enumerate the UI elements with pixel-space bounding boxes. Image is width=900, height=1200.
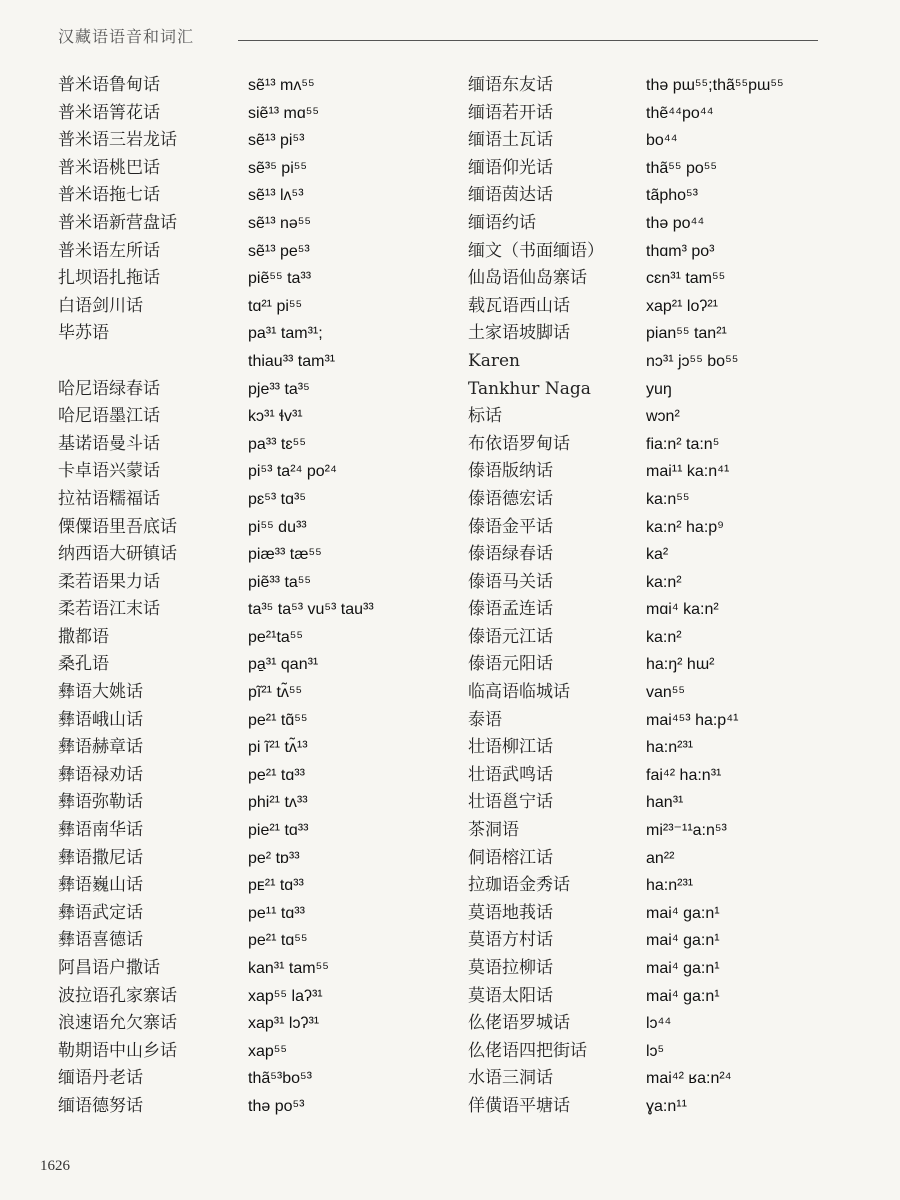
dialect-name: 彝语喜德话: [58, 930, 143, 951]
dialect-name: Karen: [468, 350, 520, 371]
entry-row: [58, 1010, 438, 1038]
dialect-name: 卡卓语兴蒙话: [58, 461, 160, 482]
dialect-name: 浪速语允欠寨话: [58, 1013, 177, 1034]
entry-row: [58, 955, 438, 983]
dialect-name: 普米语三岩龙话: [58, 130, 177, 151]
dialect-name: 柔若语果力话: [58, 571, 160, 592]
phonetic-reading: tɑ²¹ pi⁵⁵: [248, 297, 303, 315]
entry-row: [58, 845, 438, 873]
entry-row: [468, 1065, 848, 1093]
page-number: 1626: [40, 1158, 70, 1174]
entry-row: [468, 127, 848, 155]
phonetic-reading: bo⁴⁴: [646, 132, 678, 150]
entry-row: [58, 679, 438, 707]
dialect-name: 拉祜语糯福话: [58, 488, 160, 509]
phonetic-reading: xap³¹ lɔʔ³¹: [248, 1015, 320, 1033]
phonetic-reading: thiau³³ tam³¹: [248, 352, 336, 370]
dialect-name: 莫语方村话: [468, 930, 553, 951]
entry-row: [58, 927, 438, 955]
dialect-name: 壮语武鸣话: [468, 764, 553, 785]
dialect-name: 撒都语: [58, 626, 109, 647]
dialect-name: 侗语榕江话: [468, 847, 553, 868]
entry-row: [468, 486, 848, 514]
phonetic-reading: ha:n²³¹: [646, 739, 694, 757]
phonetic-reading: pe² tɒ³³: [248, 849, 300, 867]
dialect-name: 缅语若开话: [468, 102, 553, 123]
entry-row: [58, 486, 438, 514]
entry-row: [58, 293, 438, 321]
phonetic-reading: sẽ¹³ pe⁵³: [248, 242, 310, 260]
entry-row: [468, 541, 848, 569]
phonetic-reading: ɣa:n¹¹: [646, 1097, 687, 1115]
entry-row: [468, 403, 848, 431]
entry-row: [58, 210, 438, 238]
phonetic-reading: lɔ⁴⁴: [646, 1015, 672, 1033]
entry-row: [468, 955, 848, 983]
dialect-name: 桑孔语: [58, 654, 109, 675]
entry-row: [58, 707, 438, 735]
entry-row: [58, 789, 438, 817]
dialect-name: 彝语赫章话: [58, 737, 143, 758]
phonetic-reading: ka:n² ha:p⁹: [646, 518, 725, 536]
dialect-name: 壮语邕宁话: [468, 792, 553, 813]
phonetic-reading: pe²¹ tɑ³³: [248, 766, 305, 784]
phonetic-reading: pi⁵³ ta²⁴ po²⁴: [248, 463, 337, 481]
dialect-name: 土家语坡脚话: [468, 323, 570, 344]
entry-row: [58, 265, 438, 293]
dialect-name: 纳西语大研镇话: [58, 544, 177, 565]
dialect-name: 拉珈语金秀话: [468, 875, 570, 896]
phonetic-reading: piẽ⁵⁵ ta³³: [248, 270, 312, 288]
phonetic-reading: van⁵⁵: [646, 684, 686, 702]
dialect-name: 莫语拉柳话: [468, 958, 553, 978]
dialect-name: 彝语武定话: [58, 902, 143, 923]
entry-row: [58, 320, 438, 348]
phonetic-reading: thẽ⁴⁴po⁴⁴: [646, 104, 714, 122]
entry-row: [468, 348, 848, 376]
entry-row: [468, 320, 848, 348]
dialect-name: 缅语仰光话: [468, 157, 553, 178]
phonetic-reading: mai⁴ ga:n¹: [646, 904, 720, 922]
entry-row: [468, 100, 848, 128]
dialect-name: 普米语桃巴话: [58, 157, 160, 178]
entry-row: [58, 872, 438, 900]
dialect-name: 彝语峨山话: [58, 709, 143, 730]
dialect-name: 缅语德努话: [58, 1095, 143, 1116]
entry-row: [58, 431, 438, 459]
dialect-name: 载瓦语西山话: [468, 295, 570, 316]
phonetic-reading: pe²¹ta⁵⁵: [248, 628, 304, 646]
dialect-name: Tankhur Naga: [468, 378, 591, 399]
dialect-name: 白语剑川话: [58, 295, 143, 316]
entry-row: [468, 210, 848, 238]
dialect-name: 仫佬语罗城话: [468, 1013, 570, 1034]
phonetic-reading: kɔ³¹ ɬv³¹: [248, 408, 303, 426]
entry-row: [468, 845, 848, 873]
phonetic-reading: pie²¹ tɑ³³: [248, 822, 309, 840]
dialect-name: 扎坝语扎拖话: [58, 268, 160, 289]
phonetic-reading: cɛn³¹ tam⁵⁵: [646, 270, 726, 288]
entry-row: [468, 707, 848, 735]
phonetic-reading: xap⁵⁵: [248, 1042, 288, 1060]
phonetic-reading: thɑm³ po³: [646, 242, 715, 260]
entry-row: [58, 514, 438, 542]
dialect-name: 彝语南华话: [58, 820, 143, 841]
phonetic-reading: phi²¹ tʌ³³: [248, 794, 308, 812]
entry-row: [58, 569, 438, 597]
dialect-name: 标话: [468, 406, 502, 427]
phonetic-reading: mai¹¹ ka:n⁴¹: [646, 463, 730, 481]
phonetic-reading: ka²: [646, 546, 669, 564]
entry-row: [58, 1038, 438, 1066]
dialect-name: 毕苏语: [58, 323, 109, 344]
phonetic-reading: pe¹¹ tɑ³³: [248, 904, 305, 922]
phonetic-reading: tãpho⁵³: [646, 187, 698, 205]
entry-row: [58, 238, 438, 266]
dialect-name: 泰语: [468, 709, 502, 730]
phonetic-reading: nɔ³¹ jɔ⁵⁵ bo⁵⁵: [646, 352, 739, 370]
entry-row: [468, 155, 848, 183]
phonetic-reading: ta³⁵ ta⁵³ vu⁵³ tau³³: [248, 601, 374, 619]
dialect-name: 缅语茵达话: [468, 185, 553, 206]
entry-row: [58, 1093, 438, 1121]
dialect-name: 佯僙语平塘话: [468, 1095, 570, 1116]
dialect-name: 仫佬语四把街话: [468, 1040, 587, 1061]
phonetic-reading: sẽ¹³ mʌ⁵⁵: [248, 77, 315, 94]
dialect-name: 傣语元阳话: [468, 654, 553, 675]
entry-row: [468, 293, 848, 321]
entry-row: [58, 624, 438, 652]
dialect-name: 彝语大姚话: [58, 682, 143, 703]
entry-row: [58, 734, 438, 762]
phonetic-reading: xap⁵⁵ laʔ³¹: [248, 987, 323, 1005]
phonetic-reading: pi⁵⁵ du³³: [248, 518, 307, 536]
phonetic-reading: sẽ³⁵ pi⁵⁵: [248, 159, 308, 177]
phonetic-reading: thə po⁴⁴: [646, 214, 705, 232]
dialect-name: 柔若语江末话: [58, 599, 160, 620]
entry-row: [468, 72, 848, 100]
phonetic-reading: pɛ⁵³ tɑ³⁵: [248, 490, 306, 508]
dialect-name: 普米语左所话: [58, 240, 160, 261]
dialect-name: 彝语弥勒话: [58, 792, 143, 813]
entry-row: [468, 376, 848, 404]
dialect-name: 基诺语曼斗话: [58, 433, 160, 454]
phonetic-reading: ka:n²: [646, 628, 682, 646]
entry-row: [58, 348, 438, 376]
phonetic-reading: ha:n²³¹: [646, 877, 694, 895]
entry-row: [468, 900, 848, 928]
dialect-name: 傣语金平话: [468, 516, 553, 537]
phonetic-reading: fai⁴² ha:n³¹: [646, 766, 722, 784]
entry-row: [58, 182, 438, 210]
phonetic-reading: fia:n² ta:n⁵: [646, 435, 720, 453]
phonetic-reading: mai⁴ ga:n¹: [646, 932, 720, 950]
phonetic-reading: mɑi⁴ ka:n²: [646, 601, 719, 619]
entry-row: [468, 265, 848, 293]
right-column: [468, 72, 848, 1121]
entry-row: [58, 403, 438, 431]
entry-row: [468, 651, 848, 679]
phonetic-reading: mai⁴ ga:n¹: [646, 960, 720, 977]
dialect-name: 彝语撒尼话: [58, 847, 143, 868]
phonetic-reading: mi²³⁻¹¹a:n⁵³: [646, 822, 727, 840]
phonetic-reading: thã⁵⁵ po⁵⁵: [646, 159, 718, 177]
entry-row: [58, 127, 438, 155]
entry-row: [468, 734, 848, 762]
dialect-name: 阿昌语户撒话: [58, 958, 160, 978]
phonetic-reading: kan³¹ tam⁵⁵: [248, 960, 329, 977]
phonetic-reading: pᴇ²¹ tɑ³³: [248, 877, 304, 895]
dialect-name: 哈尼语绿春话: [58, 378, 160, 399]
entry-row: [58, 817, 438, 845]
entry-row: [58, 155, 438, 183]
phonetic-reading: sẽ¹³ lʌ⁵³: [248, 187, 304, 205]
dialect-name: 哈尼语墨江话: [58, 406, 160, 427]
entry-row: [58, 651, 438, 679]
entry-row: [468, 182, 848, 210]
header-rule: [238, 40, 818, 41]
dialect-name: 傈僳语里吾底话: [58, 516, 177, 537]
phonetic-reading: pian⁵⁵ tan²¹: [646, 325, 727, 343]
phonetic-reading: piæ³³ tæ⁵⁵: [248, 546, 322, 564]
dialect-name: 莫语地莪话: [468, 902, 553, 923]
dialect-name: 勒期语中山乡话: [58, 1040, 177, 1061]
phonetic-reading: ka:n²: [646, 573, 682, 591]
dialect-name: 缅文（书面缅语）: [468, 240, 604, 261]
phonetic-reading: siẽ¹³ mɑ⁵⁵: [248, 104, 320, 122]
dialect-name: 缅语东友话: [468, 75, 553, 95]
entry-row: [58, 458, 438, 486]
entry-row: [58, 72, 438, 100]
dialect-name: 缅语土瓦话: [468, 130, 553, 151]
entry-row: [58, 900, 438, 928]
entry-row: [468, 1010, 848, 1038]
phonetic-reading: mai⁴⁵³ ha:p⁴¹: [646, 711, 739, 729]
phonetic-reading: thə pɯ⁵⁵;thã⁵⁵pɯ⁵⁵: [646, 77, 784, 94]
dialect-name: 临高语临城话: [468, 682, 570, 703]
entry-row: [468, 817, 848, 845]
entry-row: [468, 431, 848, 459]
entry-row: [58, 762, 438, 790]
phonetic-reading: pi ĩ²¹ tʌ̃¹³: [248, 739, 308, 757]
phonetic-reading: pĩ²¹ tʌ̃⁵⁵: [248, 684, 303, 702]
dialect-name: 莫语太阳话: [468, 985, 553, 1006]
entry-row: [468, 596, 848, 624]
dialect-name: 傣语马关话: [468, 571, 553, 592]
dialect-name: 波拉语孔家寨话: [58, 985, 177, 1006]
phonetic-reading: sẽ¹³ nə⁵⁵: [248, 214, 312, 232]
entry-row: [468, 569, 848, 597]
phonetic-reading: an²²: [646, 849, 675, 867]
phonetic-reading: xap²¹ loʔ²¹: [646, 297, 719, 315]
entry-row: [58, 100, 438, 128]
entry-row: [58, 983, 438, 1011]
entry-row: [58, 541, 438, 569]
dialect-name: 茶洞语: [468, 820, 519, 841]
entry-row: [58, 1065, 438, 1093]
dialect-name: 傣语德宏话: [468, 488, 553, 509]
entry-row: [468, 1038, 848, 1066]
dialect-name: 彝语禄劝话: [58, 764, 143, 785]
entry-row: [468, 872, 848, 900]
entry-row: [468, 458, 848, 486]
phonetic-reading: lɔ⁵: [646, 1042, 665, 1060]
dialect-name: 壮语柳江话: [468, 737, 553, 758]
entry-row: [468, 238, 848, 266]
dialect-name: 普米语鲁甸话: [58, 75, 160, 95]
dialect-name: 傣语绿春话: [468, 544, 553, 565]
entry-row: [468, 789, 848, 817]
dialect-name: 布依语罗甸话: [468, 433, 570, 454]
entry-row: [468, 624, 848, 652]
entry-row: [468, 927, 848, 955]
entry-row: [468, 514, 848, 542]
dialect-name: 仙岛语仙岛寨话: [468, 268, 587, 289]
dialect-name: 水语三洞话: [468, 1068, 553, 1089]
phonetic-reading: mai⁴ ga:n¹: [646, 987, 720, 1005]
dialect-name: 缅语丹老话: [58, 1068, 143, 1089]
phonetic-reading: pa³³ tɛ⁵⁵: [248, 435, 306, 453]
phonetic-reading: mai⁴² ʁa:n²⁴: [646, 1070, 732, 1088]
dialect-name: 普米语新营盘话: [58, 212, 177, 233]
phonetic-reading: ha:ŋ² hɯ²: [646, 656, 715, 674]
dialect-name: 普米语拖七话: [58, 185, 160, 206]
dialect-name: 傣语版纳话: [468, 461, 553, 482]
dialect-name: 缅语约话: [468, 212, 536, 233]
phonetic-reading: pa̱³¹ qan³¹: [248, 656, 319, 674]
entry-row: [58, 376, 438, 404]
phonetic-reading: pe²¹ tɑ⁵⁵: [248, 932, 308, 950]
entry-row: [468, 1093, 848, 1121]
phonetic-reading: sẽ¹³ pi⁵³: [248, 132, 305, 150]
dialect-name: 普米语箐花话: [58, 102, 160, 123]
phonetic-reading: wɔn²: [646, 408, 680, 426]
left-column: [58, 72, 438, 1121]
dialect-name: 彝语巍山话: [58, 875, 143, 896]
phonetic-reading: thə po⁵³: [248, 1097, 305, 1115]
running-header-title: 汉藏语语音和词汇: [58, 27, 195, 46]
page-header: [58, 20, 818, 50]
phonetic-reading: pe²¹ tɑ̃⁵⁵: [248, 711, 308, 729]
entry-row: [468, 679, 848, 707]
phonetic-reading: piẽ³³ ta⁵⁵: [248, 573, 312, 591]
entry-row: [468, 983, 848, 1011]
phonetic-reading: han³¹: [646, 794, 684, 812]
phonetic-reading: pje³³ ta³⁵: [248, 380, 310, 398]
phonetic-reading: ka:n⁵⁵: [646, 490, 690, 508]
entry-row: [468, 762, 848, 790]
dialect-name: 傣语孟连话: [468, 599, 553, 620]
phonetic-reading: yuŋ: [646, 380, 672, 398]
entry-row: [58, 596, 438, 624]
phonetic-reading: thã⁵³bo⁵³: [248, 1070, 312, 1088]
phonetic-reading: pa³¹ tam³¹;: [248, 325, 323, 343]
dialect-name: 傣语元江话: [468, 626, 553, 647]
